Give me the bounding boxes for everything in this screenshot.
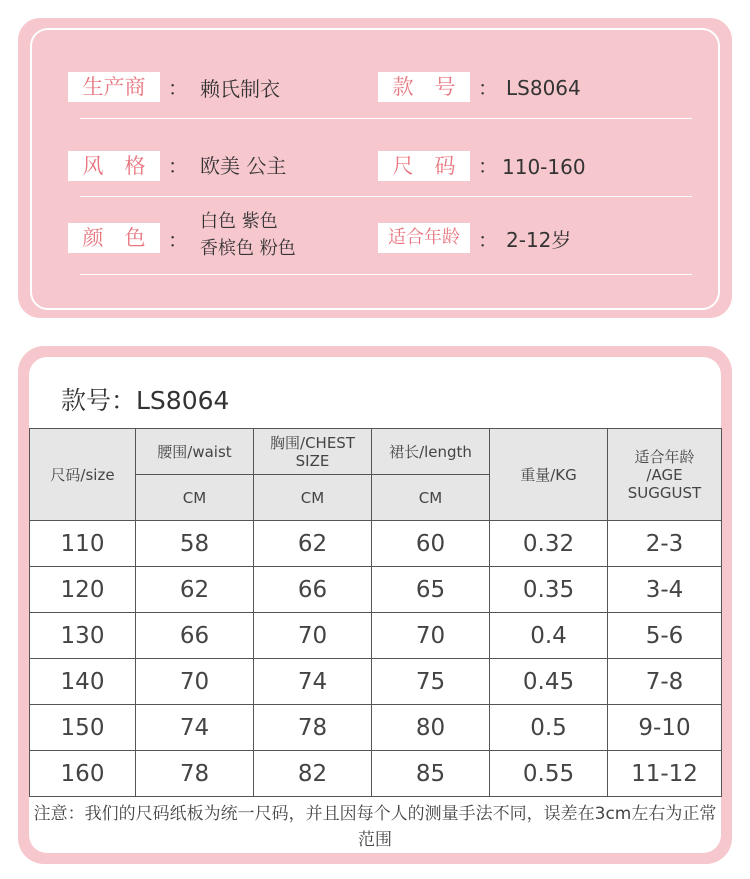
size-chart-panel [29,357,721,853]
table-cell: 62 [136,567,254,613]
unit-cell: CM [254,475,372,521]
table-cell: 0.4 [490,613,608,659]
table-row [30,613,722,659]
header-length: 裙长/length [372,429,490,475]
product-info-card [18,18,732,318]
age-value: 2-12岁 [506,228,572,252]
colon: ： [478,154,498,178]
header-weight: 重量/KG [490,429,608,521]
table-cell: 70 [136,659,254,705]
header-age: 适合年龄 /AGE SUGGUST [608,429,722,521]
table-row [30,567,722,613]
unit-cell: CM [372,475,490,521]
table-cell: 66 [136,613,254,659]
table-cell: 110 [30,521,136,567]
header-chest: 胸围/CHEST SIZE [254,429,372,475]
age-label: 适合年龄 [378,223,470,253]
header-waist: 腰围/waist [136,429,254,475]
colon: ： [168,154,188,178]
table-cell: 70 [254,613,372,659]
table-cell: 62 [254,521,372,567]
table-cell: 5-6 [608,613,722,659]
manufacturer-value: 赖氏制衣 [200,77,280,101]
table-cell: 7-8 [608,659,722,705]
table-row [30,705,722,751]
style-no-value: LS8064 [506,76,581,100]
table-cell: 74 [254,659,372,705]
unit-cell: CM [136,475,254,521]
colon: ： [478,228,498,252]
table-cell: 70 [372,613,490,659]
table-cell: 0.55 [490,751,608,797]
style-label: 风 格 [68,151,160,181]
table-cell: 58 [136,521,254,567]
colon: ： [168,76,188,100]
table-header-row [30,429,722,475]
color-label: 颜 色 [68,223,160,253]
table-row [30,659,722,705]
table-cell: 9-10 [608,705,722,751]
divider [80,118,692,119]
table-cell: 160 [30,751,136,797]
table-cell: 80 [372,705,490,751]
table-cell: 82 [254,751,372,797]
colon: ： [168,228,188,252]
table-row [30,521,722,567]
table-cell: 0.32 [490,521,608,567]
table-cell: 65 [372,567,490,613]
size-chart-title: 款号：LS8064 [61,386,230,415]
table-cell: 130 [30,613,136,659]
table-cell: 3-4 [608,567,722,613]
divider [80,274,692,275]
style-no-label: 款 号 [378,72,470,102]
table-cell: 78 [136,751,254,797]
color-value-line1: 白色 紫色 [200,211,278,232]
table-cell: 0.5 [490,705,608,751]
colon: ： [478,76,498,100]
header-size: 尺码/size [30,429,136,521]
divider [80,196,692,197]
table-cell: 60 [372,521,490,567]
size-value: 110-160 [502,155,586,179]
table-cell: 120 [30,567,136,613]
table-row [30,751,722,797]
size-label: 尺 码 [378,151,470,181]
table-cell: 85 [372,751,490,797]
table-cell: 0.35 [490,567,608,613]
table-cell: 75 [372,659,490,705]
table-cell: 140 [30,659,136,705]
table-cell: 0.45 [490,659,608,705]
size-chart-card [18,346,732,864]
color-value-line2: 香槟色 粉色 [200,238,296,259]
style-value: 欧美 公主 [200,154,287,178]
measurement-note: 注意：我们的尺码纸板为统一尺码，并且因每个人的测量手法不同，误差在3cm左右为正常范围 [33,804,717,850]
table-cell: 150 [30,705,136,751]
table-cell: 74 [136,705,254,751]
size-table [29,428,722,797]
manufacturer-label: 生产商 [68,72,160,102]
product-info-frame [30,28,720,310]
table-cell: 66 [254,567,372,613]
table-cell: 11-12 [608,751,722,797]
table-cell: 78 [254,705,372,751]
table-cell: 2-3 [608,521,722,567]
